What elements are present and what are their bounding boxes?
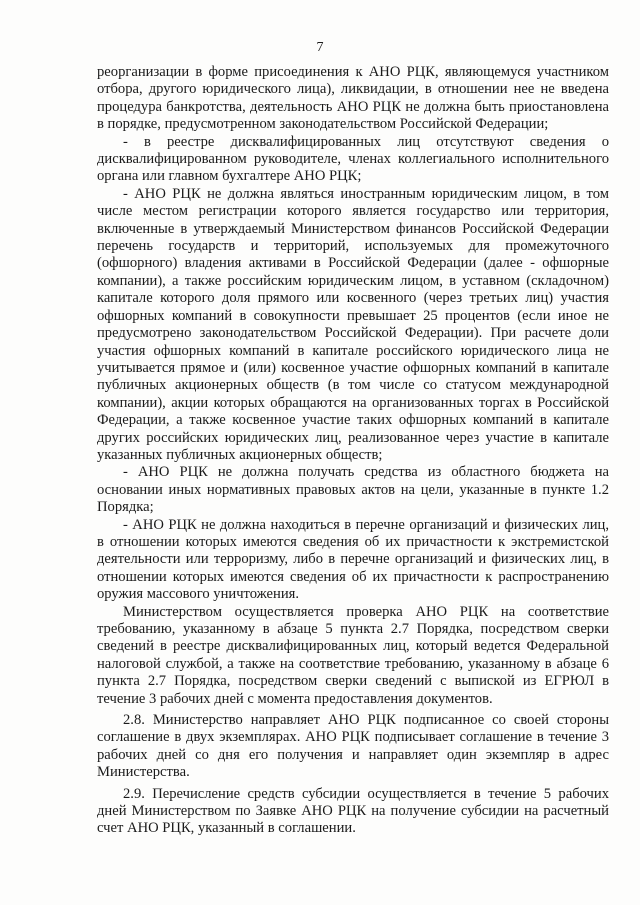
paragraph: 2.8. Министерство направляет АНО РЦК подписанное со своей стороны соглашение в двух экземплярах. АНО РЦК подписывает соглашение в течение 3 рабочих дней со дня его получения и направляет один экземпляр в адрес Министерства.: [97, 712, 609, 781]
paragraph: Министерством осуществляется проверка АНО РЦК на соответствие требованию, указанному в абзаце 5 пункта 2.7 Порядка, посредством сверки сведений в реестре дисквалифицированных лиц, который ведется Федеральной налоговой службой, а также на соответствие требованию, указанному в абзаце 6 пункта 2.7 Порядка, посредством сверки сведений с выпиской из ЕГРЮЛ в течение 3 рабочих дней с момента предоставления документов.: [97, 603, 609, 707]
paragraph: - АНО РЦК не должна являться иностранным юридическим лицом, в том числе местом регистрации которого является государство или территория, включенные в утверждаемый Министерством финансов Российской Федерации перечень государств и территорий, используемых для промежуточного (офшорного) владения активами в Российской Федерации (далее - офшорные компании), а также российским юридическим лицом, в уставном (складочном) капитале которого доля прямого или косвенного (через третьих лиц) участия офшорных компаний в совокупности превышает 25 процентов (если иное не предусмотрено законодательством Российской Федерации). При расчете доли участия офшорных компаний в капитале российского юридического лица не учитывается прямое и (или) косвенное участие офшорных компаний в капитале публичных акционерных обществ (в том числе со статусом международной компании), акции которых обращаются на организованных торгах в Российской Федерации, а также косвенное участие таких офшорных компаний в капитале других российских юридических лиц, реализованное через участие в капитале указанных публичных акционерных обществ;: [97, 185, 609, 463]
paragraph: 2.9. Перечисление средств субсидии осуществляется в течение 5 рабочих дней Министерством по Заявке АНО РЦК на получение субсидии на расчетный счет АНО РЦК, указанный в соглашении.: [97, 785, 609, 837]
paragraph: - в реестре дисквалифицированных лиц отсутствуют сведения о дисквалифицированном руководителе, членах коллегиального исполнительного органа или главном бухгалтере АНО РЦК;: [97, 133, 609, 185]
page-number: 7: [316, 40, 324, 55]
document-body: [97, 64, 609, 838]
paragraph: реорганизации в форме присоединения к АНО РЦК, являющемуся участником отбора, другого юридического лица), ликвидации, в отношении нее не введена процедура банкротства, деятельность АНО РЦК не должна быть приостановлена в порядке, предусмотренном законодательством Российской Федерации;: [97, 64, 609, 133]
paragraph: - АНО РЦК не должна получать средства из областного бюджета на основании иных нормативных правовых актов на цели, указанные в пункте 1.2 Порядка;: [97, 464, 609, 516]
paragraph: - АНО РЦК не должна находиться в перечне организаций и физических лиц, в отношении которых имеются сведения об их причастности к экстремистской деятельности или терроризму, либо в перечне организаций и физических лиц, в отношении которых имеются сведения об их причастности к распространению оружия массового уничтожения.: [97, 516, 609, 603]
